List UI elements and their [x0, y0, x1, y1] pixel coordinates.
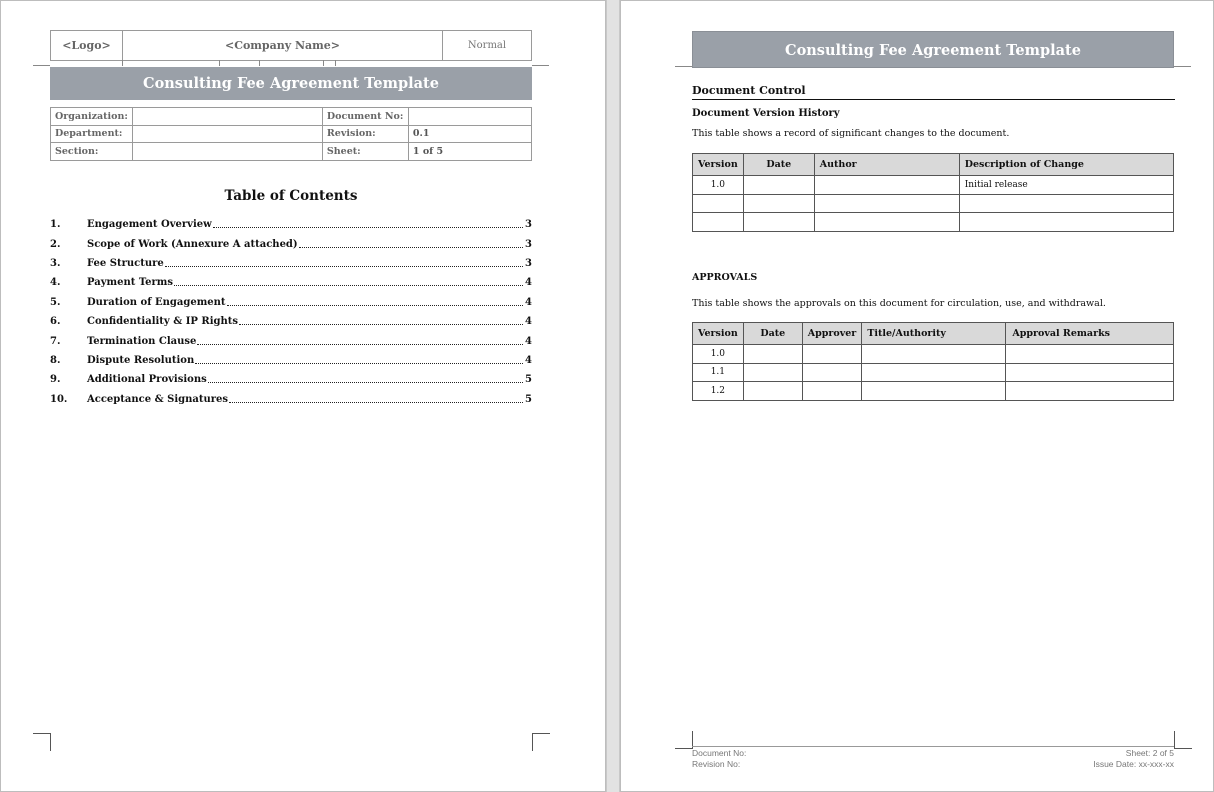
- toc-item-text: Additional Provisions: [87, 374, 207, 386]
- toc-item-page: 3: [525, 219, 532, 231]
- toc-leader-dots: [239, 324, 523, 325]
- toc-item-text: Engagement Overview: [87, 219, 212, 231]
- table-cell: [862, 345, 1006, 364]
- ruler-tick: [259, 60, 260, 66]
- approver-header: Approver: [802, 323, 862, 345]
- description-header: Description of Change: [959, 154, 1173, 176]
- footer-sheet: Sheet: 2 of 5: [1125, 748, 1174, 758]
- footer-rule: [692, 746, 1174, 747]
- toc-item[interactable]: [50, 370, 532, 389]
- toc-item-number: 8.: [50, 354, 61, 366]
- toc-leader-dots: [165, 266, 523, 267]
- toc-item[interactable]: [50, 273, 532, 292]
- toc-leader-dots: [197, 344, 523, 345]
- table-row: [693, 382, 1174, 401]
- document-info-table: [50, 107, 532, 161]
- toc-item-page: 4: [525, 316, 532, 328]
- table-cell: [814, 213, 959, 232]
- table-cell: 1.0: [693, 176, 744, 195]
- revision-label: Revision:: [322, 125, 408, 143]
- table-cell: [862, 382, 1006, 401]
- toc-item-text: Confidentiality & IP Rights: [87, 316, 239, 328]
- table-cell: [693, 213, 744, 232]
- table-cell: [743, 382, 802, 401]
- sheet-label: Sheet:: [322, 143, 408, 161]
- header-table: [50, 30, 532, 61]
- toc-item[interactable]: [50, 234, 532, 253]
- crop-mark: [532, 733, 550, 751]
- page-2-title-banner: Consulting Fee Agreement Template: [692, 31, 1174, 68]
- revision-value: 0.1: [408, 125, 531, 143]
- margin-mark: [1174, 66, 1191, 67]
- table-cell: [1006, 363, 1174, 382]
- toc-item[interactable]: [50, 215, 532, 234]
- ruler-tick: [323, 60, 324, 66]
- toc-item-page: 3: [525, 257, 532, 269]
- page-gutter: [606, 0, 620, 792]
- margin-mark: [532, 65, 549, 66]
- date-header: Date: [743, 154, 814, 176]
- toc-item-page: 4: [525, 335, 532, 347]
- table-cell: [743, 194, 814, 213]
- toc-item-number: 7.: [50, 335, 61, 347]
- version-history-heading: Document Version History: [692, 108, 840, 119]
- footer-document-no: Document No:: [692, 748, 747, 758]
- company-name-placeholder: <Company Name>: [123, 31, 443, 61]
- document-control-heading: Document Control: [692, 84, 1175, 100]
- table-cell: [1006, 345, 1174, 364]
- table-cell: [1006, 382, 1174, 401]
- document-no-label: Document No:: [322, 108, 408, 126]
- department-label: Department:: [51, 125, 133, 143]
- toc-item-text: Payment Terms: [87, 277, 173, 289]
- version-header: Version: [693, 154, 744, 176]
- document-no-value: [408, 108, 531, 126]
- author-header: Author: [814, 154, 959, 176]
- table-row: [693, 194, 1174, 213]
- toc-item[interactable]: [50, 312, 532, 331]
- organization-label: Organization:: [51, 108, 133, 126]
- approvals-description: This table shows the approvals on this document for circulation, use, and withdrawal.: [692, 298, 1106, 309]
- table-cell: Initial release: [959, 176, 1173, 195]
- ruler-tick: [122, 60, 123, 66]
- toc-item-number: 2.: [50, 238, 61, 250]
- table-cell: [862, 363, 1006, 382]
- approval-version-header: Version: [693, 323, 744, 345]
- toc-item-number: 1.: [50, 219, 61, 231]
- toc-item-page: 4: [525, 296, 532, 308]
- toc-item-number: 5.: [50, 296, 61, 308]
- table-of-contents: [50, 215, 532, 409]
- toc-item[interactable]: [50, 390, 532, 409]
- approval-date-header: Date: [743, 323, 802, 345]
- ruler-tick: [219, 60, 220, 66]
- toc-title: Table of Contents: [224, 188, 358, 204]
- margin-mark: [33, 65, 50, 66]
- toc-item-text: Fee Structure: [87, 257, 164, 269]
- toc-leader-dots: [195, 363, 523, 364]
- version-history-table: [692, 153, 1174, 232]
- toc-item[interactable]: [50, 254, 532, 273]
- table-cell: 1.2: [693, 382, 744, 401]
- footer-issue-date: Issue Date: xx-xxx-xx: [1093, 759, 1174, 769]
- title-authority-header: Title/Authority: [862, 323, 1006, 345]
- toc-item-number: 4.: [50, 277, 61, 289]
- table-row: [693, 213, 1174, 232]
- table-cell: [802, 345, 862, 364]
- crop-mark: [33, 733, 51, 751]
- toc-item[interactable]: [50, 293, 532, 312]
- toc-item-number: 3.: [50, 257, 61, 269]
- margin-mark: [675, 66, 692, 67]
- table-cell: [693, 194, 744, 213]
- toc-item[interactable]: [50, 331, 532, 350]
- toc-item-page: 5: [525, 393, 532, 405]
- table-row: [693, 176, 1174, 195]
- toc-item[interactable]: [50, 351, 532, 370]
- toc-leader-dots: [227, 305, 523, 306]
- toc-leader-dots: [208, 382, 523, 383]
- toc-item-number: 6.: [50, 316, 61, 328]
- section-value: [132, 143, 322, 161]
- footer-revision-no: Revision No:: [692, 759, 741, 769]
- logo-placeholder: <Logo>: [51, 31, 123, 61]
- style-label: Normal: [443, 31, 532, 61]
- toc-item-text: Duration of Engagement: [87, 296, 226, 308]
- approval-remarks-header: Approval Remarks: [1006, 323, 1174, 345]
- table-cell: [802, 382, 862, 401]
- toc-leader-dots: [213, 227, 523, 228]
- approvals-table: [692, 322, 1174, 401]
- toc-item-text: Acceptance & Signatures: [87, 393, 229, 405]
- table-cell: [814, 194, 959, 213]
- table-row: [693, 363, 1174, 382]
- organization-value: [132, 108, 322, 126]
- table-cell: [814, 176, 959, 195]
- section-label: Section:: [51, 143, 133, 161]
- table-cell: [743, 363, 802, 382]
- toc-item-number: 10.: [50, 393, 68, 405]
- table-cell: [959, 194, 1173, 213]
- toc-leader-dots: [299, 247, 523, 248]
- toc-item-number: 9.: [50, 374, 61, 386]
- table-cell: [743, 176, 814, 195]
- table-cell: [802, 363, 862, 382]
- table-cell: 1.1: [693, 363, 744, 382]
- toc-item-text: Dispute Resolution: [87, 354, 195, 366]
- toc-leader-dots: [229, 402, 523, 403]
- page-title-banner: Consulting Fee Agreement Template: [50, 67, 532, 100]
- table-cell: [959, 213, 1173, 232]
- toc-item-page: 3: [525, 238, 532, 250]
- toc-item-page: 4: [525, 354, 532, 366]
- crop-mark: [675, 731, 693, 749]
- toc-item-text: Termination Clause: [87, 335, 197, 347]
- table-cell: 1.0: [693, 345, 744, 364]
- ruler-tick: [335, 60, 336, 66]
- toc-leader-dots: [174, 285, 523, 286]
- version-history-description: This table shows a record of significant changes to the document.: [692, 128, 1010, 139]
- sheet-value: 1 of 5: [408, 143, 531, 161]
- table-cell: [743, 213, 814, 232]
- table-row: [693, 345, 1174, 364]
- toc-item-page: 5: [525, 374, 532, 386]
- crop-mark: [1174, 731, 1192, 749]
- approvals-heading: APPROVALS: [692, 272, 758, 283]
- department-value: [132, 125, 322, 143]
- toc-item-page: 4: [525, 277, 532, 289]
- toc-item-text: Scope of Work (Annexure A attached): [87, 238, 298, 250]
- table-cell: [743, 345, 802, 364]
